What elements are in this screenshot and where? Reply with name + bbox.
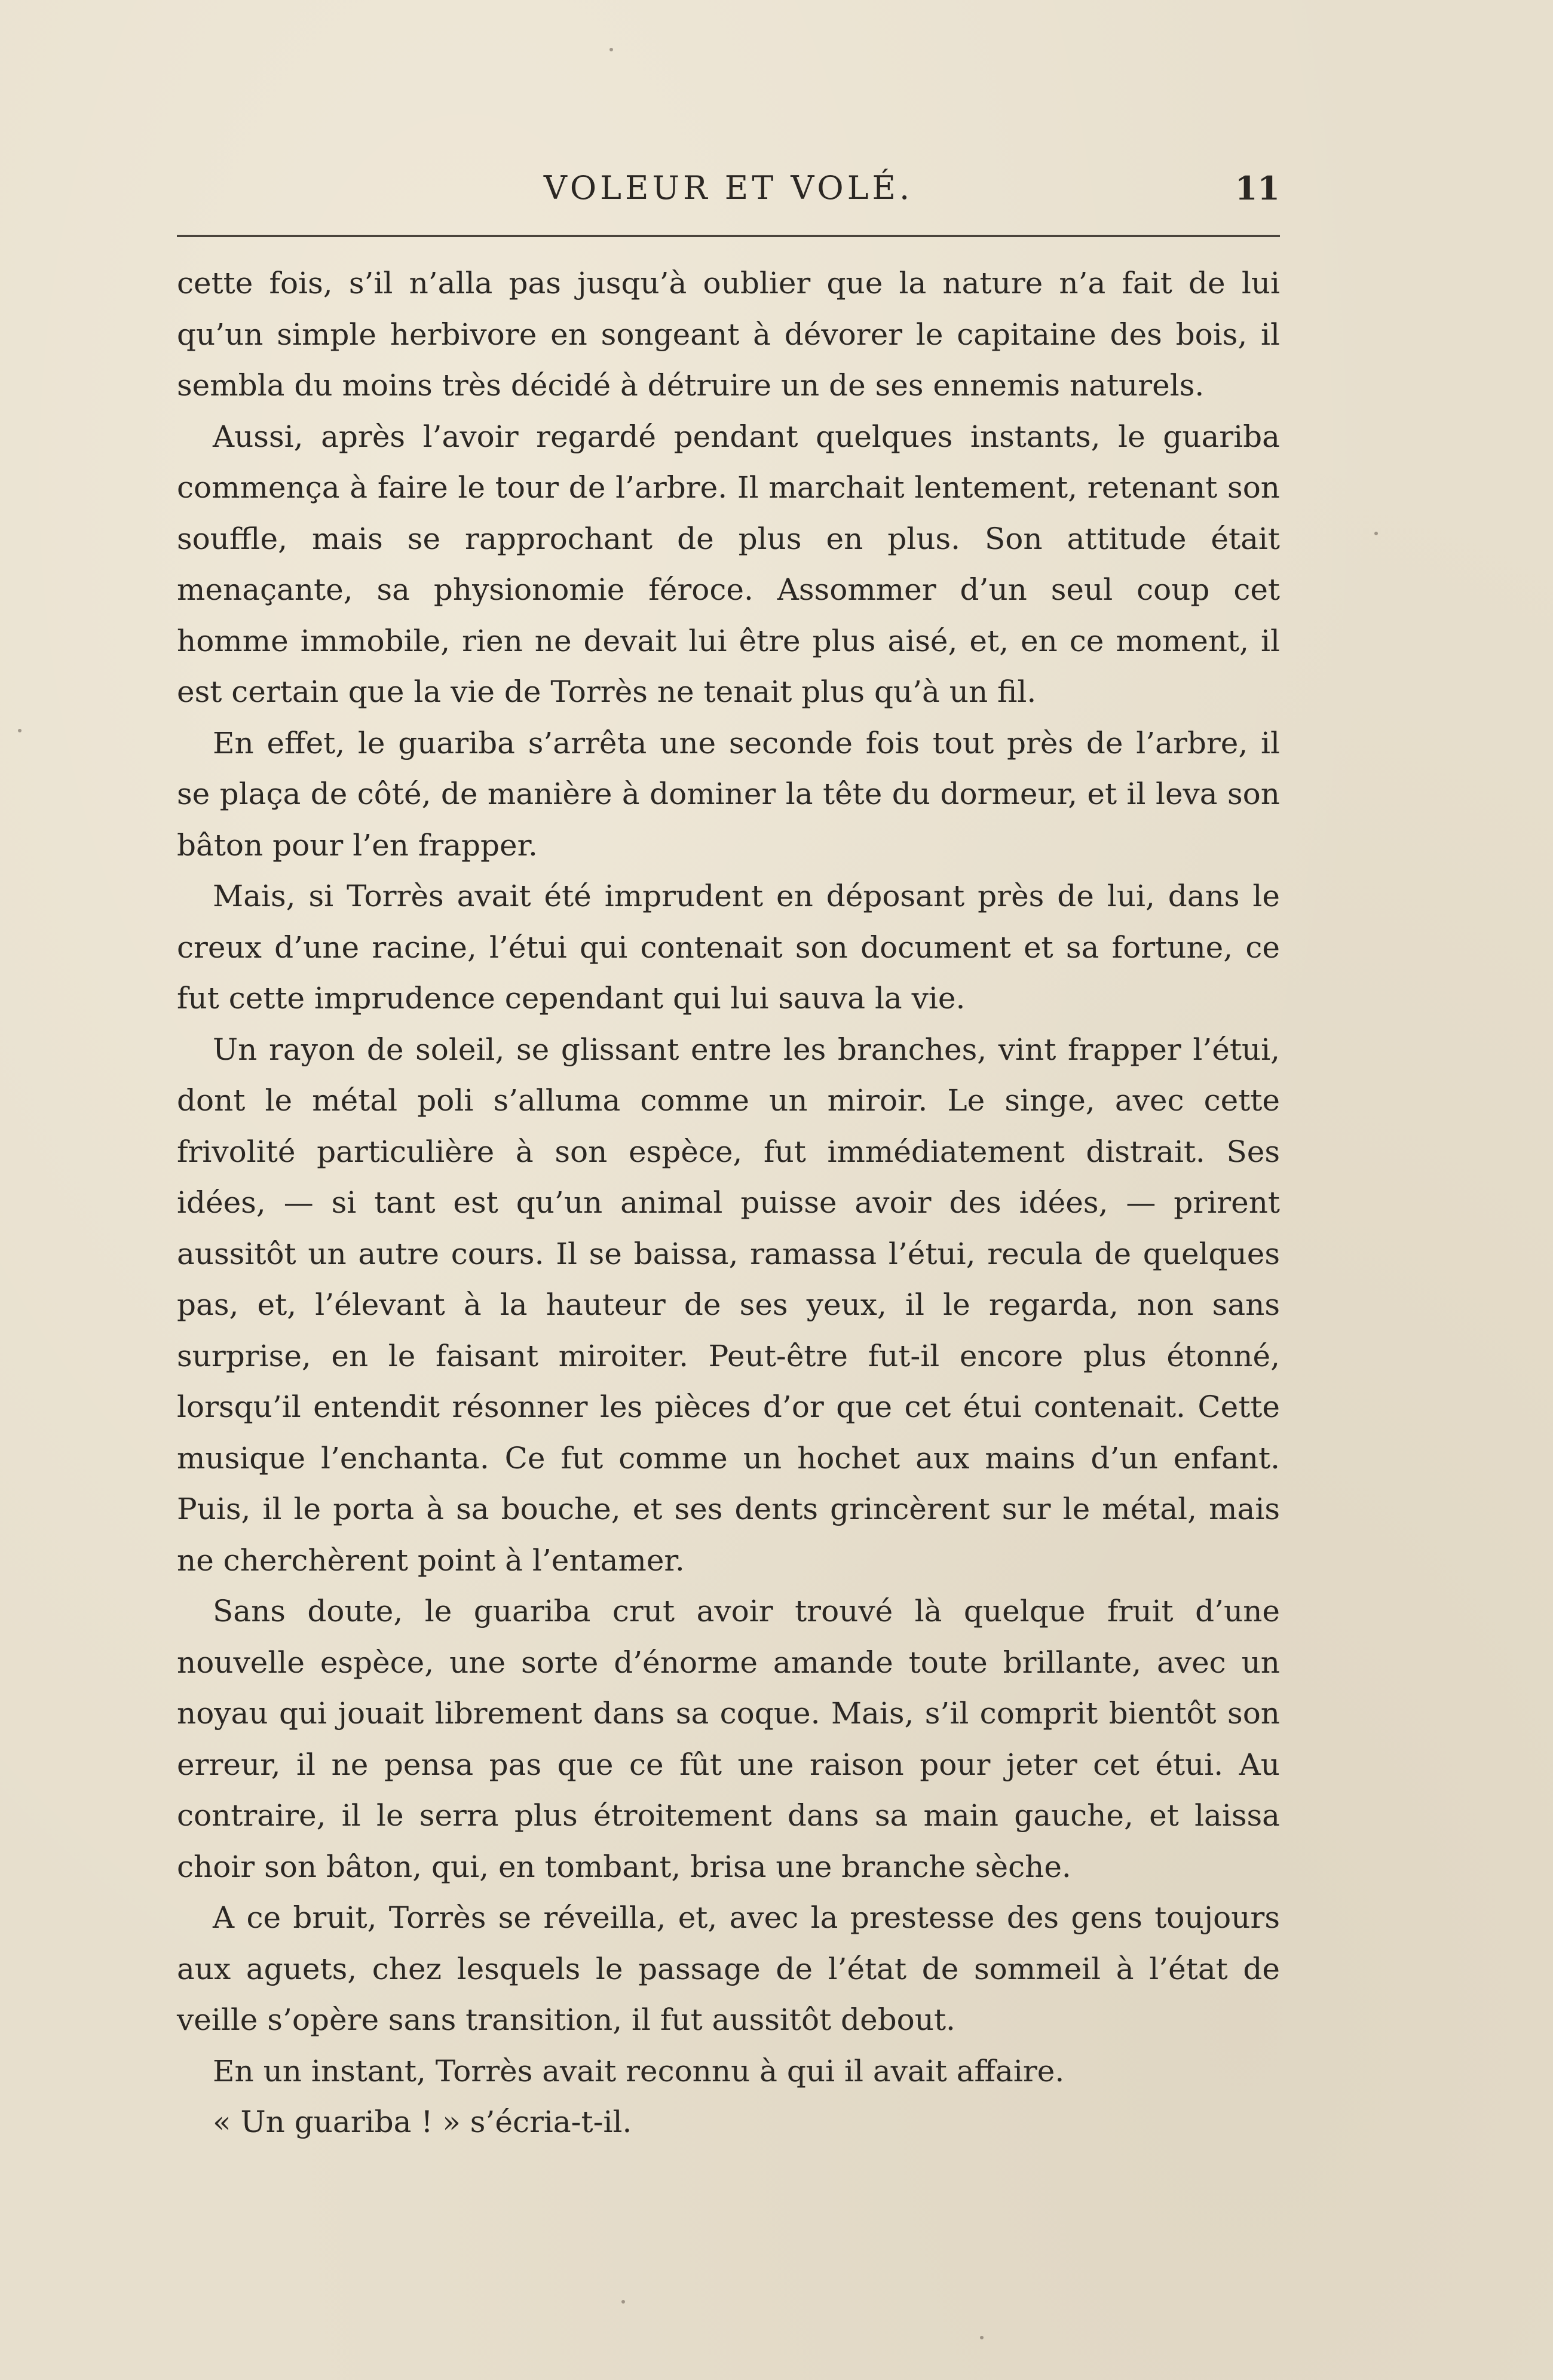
page-number: 11 <box>1235 169 1280 207</box>
running-title: VOLEUR ET VOLÉ. <box>543 169 914 207</box>
paragraph: Un rayon de soleil, se glissant entre les branches, vint frapper l’étui, dont le métal poli s’alluma comme un miroir. Le singe, avec cette frivolité particulière à son espèce, fut immédiatement distrait. Ses idées, — si tant est qu’un animal puisse avoir des idées, — prirent aussitôt un autre cours. Il se baissa, ramassa l’étui, recula de quelques pas, et, l’élevant à la hauteur de ses yeux, il le regarda, non sans surprise, en le faisant miroiter. Peut-être fut-il encore plus étonné, lorsqu’il entendit résonner les pièces d’or que cet étui contenait. Cette musique l’enchanta. Ce fut comme un hochet aux mains d’un enfant. Puis, il le porta à sa bouche, et ses dents grincèrent sur le métal, mais ne cherchèrent point à l’entamer. <box>177 1032 1280 1578</box>
paragraph: cette fois, s’il n’alla pas jusqu’à oublier que la nature n’a fait de lui qu’un simple herbivore en songeant à dévorer le capitaine des bois, il sembla du moins très décidé à détruire un de ses ennemis naturels. <box>177 266 1280 403</box>
paragraph: Aussi, après l’avoir regardé pendant quelques instants, le guariba commença à faire le tour de l’arbre. Il marchait lentement, retenant son souffle, mais se rapprochant de plus en plus. Son attitude était menaçante, sa physionomie féroce. Assommer d’un seul coup cet homme immobile, rien ne devait lui être plus aisé, et, en ce moment, il est certain que la vie de Torrès ne tenait plus qu’à un fil. <box>177 419 1280 709</box>
body-text <box>177 258 1280 2148</box>
paper-speck <box>621 2300 625 2304</box>
paragraph: En effet, le guariba s’arrêta une seconde fois tout près de l’arbre, il se plaça de côté, de manière à dominer la tête du dormeur, et il leva son bâton pour l’en frapper. <box>177 725 1280 863</box>
page-header <box>177 164 1280 212</box>
paragraph: A ce bruit, Torrès se réveilla, et, avec la prestesse des gens toujours aux aguets, chez lesquels le passage de l’état de sommeil à l’état de veille s’opère sans transition, il fut aussitôt debout. <box>177 1900 1280 2037</box>
paragraph: « Un guariba ! » s’écria-t-il. <box>213 2105 632 2139</box>
paper-speck <box>980 2336 984 2339</box>
paragraph: Sans doute, le guariba crut avoir trouvé là quelque fruit d’une nouvelle espèce, une sorte d’énorme amande toute brillante, avec un noyau qui jouait librement dans sa coque. Mais, s’il comprit bientôt son erreur, il ne pensa pas que ce fût une raison pour jeter cet étui. Au contraire, il le serra plus étroitement dans sa main gauche, et laissa choir son bâton, qui, en tombant, brisa une branche sèche. <box>177 1594 1280 1884</box>
paper-speck <box>1374 532 1378 535</box>
header-rule <box>177 235 1280 237</box>
paper-speck <box>609 48 613 51</box>
paragraph: Mais, si Torrès avait été imprudent en déposant près de lui, dans le creux d’une racine, l’étui qui contenait son document et sa fortune, ce fut cette imprudence cependant qui lui sauva la vie. <box>177 879 1280 1016</box>
paper-speck <box>18 729 22 732</box>
paragraph: En un instant, Torrès avait reconnu à qui il avait affaire. <box>213 2053 1065 2088</box>
